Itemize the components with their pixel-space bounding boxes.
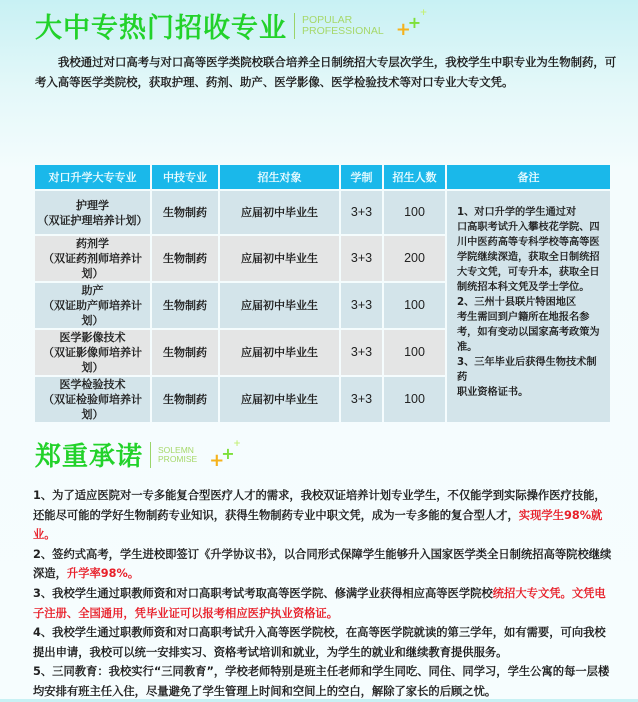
major-plan: （双证护理培养计划） — [37, 213, 148, 227]
major-plan: （双证助产师培养计划） — [43, 299, 142, 327]
promise-item — [33, 662, 613, 701]
subtitle-line: PROFESSIONAL — [302, 24, 384, 37]
tech-major-cell: 生物制药 — [152, 236, 218, 281]
years-cell: 3+3 — [341, 283, 382, 328]
section-subtitle-en — [302, 15, 384, 36]
remark-line: 大专文凭，可专升本，获取全日 — [457, 267, 600, 278]
section-subtitle-en — [158, 446, 197, 463]
remark-line: 考生需回到户籍所在地报名参 — [457, 312, 590, 323]
years-cell: 3+3 — [341, 377, 382, 422]
years-cell: 3+3 — [341, 236, 382, 281]
enrollment-table — [33, 163, 612, 424]
major-cell — [35, 330, 150, 375]
column-header: 招生对象 — [220, 165, 339, 189]
remark-line: 学院继续深造，获取全日制统招 — [457, 252, 600, 263]
tech-major-cell: 生物制药 — [152, 191, 218, 234]
remark-line: 考，如有变动以国家高考政策为 — [457, 327, 600, 338]
remark-line: 准。 — [457, 342, 478, 353]
promise-highlight: 升学率98%。 — [66, 567, 140, 581]
promise-highlight: 统招大专文凭。文凭电子注册、全国通用，凭毕业证可以报考相应医护执业资格证。 — [33, 586, 606, 620]
major-name: 护理学 — [76, 198, 109, 212]
target-cell: 应届初中毕业生 — [220, 377, 339, 422]
column-header: 对口升学大专专业 — [35, 165, 150, 189]
tech-major-cell: 生物制药 — [152, 377, 218, 422]
column-header: 招生人数 — [384, 165, 445, 189]
major-name: 助产 — [81, 284, 104, 297]
intro-paragraph: 我校通过对口高考与对口高等医学类院校联合培养全日制统招大专层次学生，我校学生中职专业为生物制药，可考入高等医学类院校，获取护理、药剂、助产、医学影像、医学检验技术等对口专业大专文凭。 — [35, 55, 617, 89]
target-cell: 应届初中毕业生 — [220, 283, 339, 328]
column-header: 中技专业 — [152, 165, 218, 189]
promise-list — [33, 486, 613, 702]
remark-line: 川中医药高等专科学校等高等医 — [457, 237, 600, 248]
remark-line: 职业资格证书。 — [457, 387, 529, 398]
tech-major-cell: 生物制药 — [152, 283, 218, 328]
column-header: 备注 — [447, 165, 610, 189]
remark-line: 口高职考试升入攀枝花学院、四 — [457, 222, 600, 233]
promise-item — [33, 486, 613, 545]
section-header-promise — [35, 436, 247, 473]
count-cell: 100 — [384, 283, 445, 328]
section-title: 郑重承诺 — [35, 442, 144, 472]
tech-major-cell: 生物制药 — [152, 330, 218, 375]
promise-text: 4、我校学生通过职教师资和对口高职考试升入高等医学院校，在高等医学院就读的第三学年，如有需要，可向我校提出申请，我校可以统一安排实习、资格考试培训和就业，为学生的就业和继续教育提供服务。 — [33, 626, 606, 659]
major-plan: （双证检验师培养计划） — [43, 393, 142, 421]
promise-text: 2、签约式高考，学生进校即签订《升学协议书》，以合同形式保障学生能够升入国家医学类全日制统招高等院校继续深造， — [33, 547, 612, 581]
section-header-popular — [35, 6, 434, 45]
plus-decoration-icon: + + + — [209, 438, 241, 471]
promise-item — [33, 545, 613, 584]
promise-item — [33, 623, 613, 662]
major-cell — [35, 191, 150, 234]
count-cell: 200 — [384, 236, 445, 281]
subtitle-line: SOLEMN — [158, 445, 194, 455]
section-title: 大中专热门招收专业 — [35, 13, 287, 44]
remarks-cell — [447, 191, 610, 422]
table-row — [35, 191, 610, 234]
major-plan: （双证药剂师培养计划） — [43, 252, 142, 280]
major-name: 医学检验技术 — [59, 378, 126, 391]
count-cell: 100 — [384, 377, 445, 422]
years-cell: 3+3 — [341, 191, 382, 234]
remark-line: 3、三年毕业后获得生物技术制药 — [457, 357, 597, 383]
promise-text: 1、为了适应医院对一专多能复合型医疗人才的需求，我校双证培养计划专业学生，不仅能学到实际操作医疗技能，还能尽可能的学好生物制药专业知识，获得生物制药专业中职文凭，成为一专多能的复合型人才， — [33, 489, 606, 522]
count-cell: 100 — [384, 330, 445, 375]
years-cell: 3+3 — [341, 330, 382, 375]
target-cell: 应届初中毕业生 — [220, 330, 339, 375]
subtitle-line: POPULAR — [302, 14, 353, 26]
column-header: 学制 — [341, 165, 382, 189]
divider — [294, 13, 295, 39]
promise-text: 5、三同教育：我校实行“三同教育”，学校老师特别是班主任老师和学生同吃、同住、同学习，学生公寓的每一层楼均安排有班主任入住，尽量避免了学生管理上时间和空间上的空白，解除了家长的后顾之忧。 — [33, 665, 610, 698]
major-cell — [35, 377, 150, 422]
major-name: 药剂学 — [76, 237, 109, 250]
major-cell — [35, 236, 150, 281]
subtitle-line: PROMISE — [158, 453, 198, 464]
table-header-row — [35, 165, 610, 189]
major-name: 医学影像技术 — [59, 331, 126, 344]
remark-line: 2、三州十县联片特困地区 — [457, 297, 577, 308]
promise-highlight: 实现学生98%就业。 — [33, 508, 603, 542]
target-cell: 应届初中毕业生 — [220, 191, 339, 234]
major-cell — [35, 283, 150, 328]
promise-text: 3、我校学生通过职教师资和对口高职考试考取高等医学院、修满学业获得相应高等医学院校 — [33, 586, 493, 600]
remark-line: 制统招本科文凭及学士学位。 — [457, 282, 590, 293]
remark-line: 1、对口升学的学生通过对 — [457, 207, 577, 218]
target-cell: 应届初中毕业生 — [220, 236, 339, 281]
divider — [150, 442, 151, 468]
major-plan: （双证影像师培养计划） — [43, 346, 142, 374]
count-cell: 100 — [384, 191, 445, 234]
plus-decoration-icon: + + + — [395, 7, 428, 40]
promise-item — [33, 584, 613, 623]
